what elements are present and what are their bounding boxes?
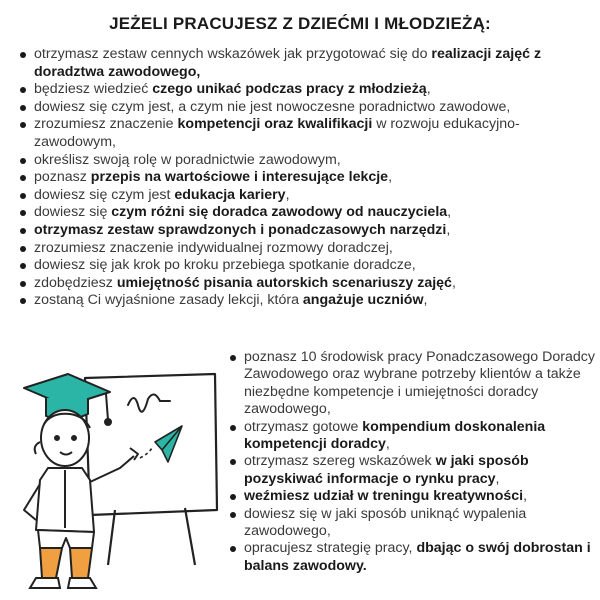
list-item: [244, 419, 596, 454]
item-text: ,: [426, 81, 431, 98]
item-text: zrozumiesz znaczenie: [34, 116, 178, 133]
item-text: ,: [523, 488, 528, 505]
item-bold-text: realizacji zajęć z doradztwa zawodowego,: [34, 46, 542, 80]
item-text: ,: [495, 470, 500, 487]
list-item: [34, 99, 594, 117]
item-text: dowiesz się: [34, 204, 112, 221]
list-item: [244, 540, 596, 575]
item-text: otrzymasz zestaw cennych wskazówek jak przygotować się do: [34, 46, 432, 62]
item-text: zostaną Ci wyjaśnione zasady lekcji, która: [34, 292, 303, 309]
list-item: [34, 275, 594, 293]
list-item: [34, 222, 594, 240]
page-title: JEŻELI PRACUJESZ Z DZIEĆMI I MŁODZIEŻĄ:: [109, 14, 491, 33]
list-item: [34, 240, 594, 258]
item-bold-text: weźmiesz udział w treningu kreatywności: [244, 488, 524, 505]
item-text: opracujesz strategię pracy,: [244, 540, 417, 557]
item-text: dowiesz się czym jest: [34, 186, 175, 203]
list-item: [34, 116, 594, 151]
item-text: poznasz 10 środowisk pracy Ponadczasowego Doradcy Zawodowego oraz wybrane potrzeby klientów a także niezbędne kompetencje i umiejętności doradcy zawodowego,: [244, 349, 595, 418]
character-shoes: [30, 578, 96, 588]
item-text: w rozwoju edukacyjno-zawodowym,: [34, 116, 520, 150]
teacher-illustration: [10, 360, 235, 595]
item-text: ,: [385, 436, 390, 453]
item-text: poznasz: [34, 169, 91, 186]
list-item: [244, 488, 596, 505]
item-text: dowiesz się jak krok po kroku przebiega spotkanie doradcze,: [34, 257, 416, 274]
item-bold-text: w jaki sposób pozyskiwać informacje o rynku pracy: [244, 453, 529, 487]
item-text: dowiesz się czym jest, a czym nie jest nowoczesne poradnictwo zawodowe,: [34, 98, 511, 115]
item-bold-text: czym różni się doradca zawodowy od nauczyciela: [111, 204, 448, 221]
item-bold-text: kompetencji oraz kwalifikacji: [177, 116, 373, 133]
item-text: zdobędziesz: [34, 274, 117, 291]
list-item: [34, 169, 594, 187]
item-text: ,: [388, 169, 393, 186]
list-item: [34, 187, 594, 205]
list-item: [244, 349, 596, 419]
item-text: otrzymasz szereg wskazówek: [244, 453, 436, 470]
list-item: [244, 506, 596, 541]
list-item: [34, 292, 594, 310]
item-bold-text: dbając o swój dobrostan i balans zawodowy.: [244, 540, 591, 574]
item-bold-text: angażuje uczniów: [302, 292, 424, 309]
list-item: [34, 152, 594, 170]
item-bold-text: umiejętność pisania autorskich scenariuszy zajęć: [116, 274, 452, 291]
item-text: ,: [447, 204, 452, 221]
item-text: otrzymasz gotowe: [244, 418, 363, 435]
benefits-list-bottom: [244, 349, 596, 575]
list-item: [34, 46, 594, 81]
item-text: określisz swoją rolę w poradnictwie zawodowym,: [34, 151, 341, 168]
item-text: dowiesz się w jaki sposób uniknąć wypalenia zawodowego,: [244, 505, 527, 540]
item-text: ,: [451, 274, 456, 291]
item-bold-text: czego unikać podczas pracy z młodzieżą: [152, 81, 427, 98]
character-head: [35, 410, 90, 466]
item-bold-text: otrzymasz zestaw sprawdzonych i ponadczasowych narzędzi: [34, 221, 447, 238]
item-text: ,: [446, 221, 451, 238]
item-bold-text: edukacja kariery: [174, 186, 286, 203]
item-text: zrozumiesz znaczenie indywidualnej rozmowy doradczej,: [34, 239, 393, 256]
benefits-list-top: [34, 46, 594, 310]
item-text: będziesz wiedzieć: [34, 81, 153, 98]
list-item: [34, 204, 594, 222]
item-text: ,: [423, 292, 428, 309]
character-pants: [38, 530, 94, 578]
item-text: ,: [285, 186, 290, 203]
item-bold-text: kompendium doskonalenia kompetencji doradcy: [244, 418, 546, 453]
whiteboard: [85, 374, 217, 565]
list-item: [34, 81, 594, 99]
list-item: [244, 453, 596, 488]
item-bold-text: przepis na wartościowe i interesujące lekcje: [90, 169, 389, 186]
list-item: [34, 257, 594, 275]
